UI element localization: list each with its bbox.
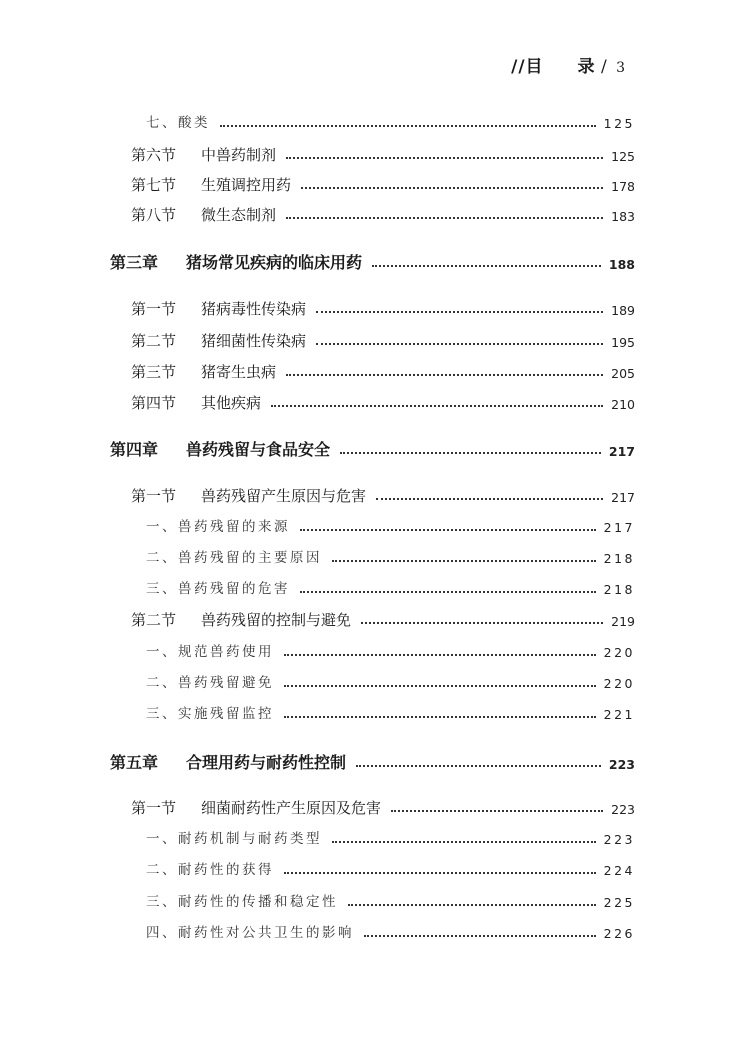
leader-dots (316, 311, 603, 313)
toc-chapter-title: 兽药残留与食品安全 (186, 440, 331, 459)
leader-dots (284, 872, 596, 874)
toc-section-title: 其他疾病 (201, 394, 262, 412)
toc-item[interactable] (146, 896, 635, 910)
toc-item-number: 二、 (146, 675, 178, 691)
toc-item-number: 一、 (146, 644, 178, 660)
toc-section-number: 第六节 (131, 146, 177, 164)
toc-page-number: 210 (611, 396, 635, 412)
toc-page-number: 225 (603, 895, 635, 910)
running-header (511, 52, 625, 77)
leader-dots (286, 217, 603, 219)
toc-section[interactable] (131, 613, 635, 628)
toc-section-title: 微生态制剂 (201, 206, 277, 224)
toc-chapter-number: 第四章 (110, 440, 159, 459)
toc-page-number: 125 (611, 148, 635, 164)
toc-item-title: 耐药性的传播和稳定性 (178, 894, 338, 910)
toc-chapter-number: 第三章 (110, 253, 159, 272)
toc-page-number: 223 (608, 756, 635, 772)
toc-page-number: 183 (611, 208, 635, 224)
toc-page-number: 218 (603, 551, 635, 566)
toc-section-number: 第八节 (131, 206, 177, 224)
toc-section-number: 第二节 (131, 611, 177, 629)
header-label-left: //目 (511, 57, 544, 77)
toc-item-number: 二、 (146, 862, 178, 878)
toc-item-number: 三、 (146, 706, 178, 722)
toc-page-number: 219 (611, 613, 635, 629)
toc-page-number: 205 (611, 365, 635, 381)
toc-page-number: 217 (608, 443, 635, 459)
toc-section-title: 生殖调控用药 (201, 176, 292, 194)
toc-page-number: 195 (611, 334, 635, 350)
toc-item-number: 七、 (146, 115, 178, 131)
toc-page-number: 125 (603, 116, 635, 131)
toc-page-number: 218 (603, 582, 635, 597)
toc-section[interactable] (131, 489, 635, 504)
toc-chapter-title: 猪场常见疾病的临床用药 (186, 253, 363, 272)
toc-item-number: 三、 (146, 894, 178, 910)
leader-dots (376, 498, 603, 500)
toc-page-number: 221 (603, 707, 635, 722)
toc-item-number: 四、 (146, 925, 178, 941)
toc-item-title: 耐药性的获得 (178, 862, 274, 878)
toc-section[interactable] (131, 302, 635, 317)
leader-dots (316, 343, 603, 345)
toc-section-title: 细菌耐药性产生原因及危害 (201, 799, 382, 817)
leader-dots (284, 716, 596, 718)
toc-item-title: 兽药残留的危害 (178, 581, 290, 597)
toc-page-number: 226 (603, 926, 635, 941)
header-label-right: 录 (577, 57, 596, 77)
toc-section-title: 猪寄生虫病 (201, 363, 277, 381)
toc-item-title: 耐药性对公共卫生的影响 (178, 925, 354, 941)
toc-section-title: 中兽药制剂 (201, 146, 277, 164)
leader-dots (356, 765, 601, 767)
toc-page-number: 223 (611, 801, 635, 817)
toc-section-number: 第二节 (131, 332, 177, 350)
leader-dots (301, 187, 603, 189)
toc-section-title: 猪细菌性传染病 (201, 332, 307, 350)
toc-item[interactable] (146, 521, 635, 535)
leader-dots (364, 935, 596, 937)
toc-section-title: 猪病毒性传染病 (201, 300, 307, 318)
leader-dots (220, 125, 596, 127)
leader-dots (286, 374, 603, 376)
leader-dots (361, 622, 603, 624)
toc-item[interactable] (146, 583, 635, 597)
toc-chapter[interactable] (110, 442, 635, 458)
leader-dots (284, 654, 596, 656)
toc-section[interactable] (131, 334, 635, 349)
toc-section[interactable] (131, 801, 635, 816)
toc-page-number: 223 (603, 832, 635, 847)
leader-dots (300, 529, 596, 531)
toc-section[interactable] (131, 365, 635, 380)
leader-dots (300, 591, 596, 593)
toc-section-number: 第一节 (131, 300, 177, 318)
toc-chapter-number: 第五章 (110, 753, 159, 772)
leader-dots (286, 157, 603, 159)
toc-section-number: 第三节 (131, 363, 177, 381)
toc-section-title: 兽药残留的控制与避免 (201, 611, 352, 629)
toc-page-number: 188 (608, 256, 635, 272)
toc-section-number: 第四节 (131, 394, 177, 412)
toc-section[interactable] (131, 148, 635, 163)
toc-item[interactable] (146, 646, 635, 660)
toc-item-title: 兽药残留的主要原因 (178, 550, 322, 566)
toc-item-number: 二、 (146, 550, 178, 566)
leader-dots (340, 452, 601, 454)
toc-page-number: 220 (603, 676, 635, 691)
toc-section[interactable] (131, 178, 635, 193)
leader-dots (372, 265, 601, 267)
toc-section-number: 第七节 (131, 176, 177, 194)
toc-chapter[interactable] (110, 255, 635, 271)
toc-page-number: 217 (611, 489, 635, 505)
toc-page-number: 224 (603, 863, 635, 878)
toc-section-number: 第一节 (131, 487, 177, 505)
toc-item-number: 一、 (146, 831, 178, 847)
leader-dots (348, 904, 596, 906)
toc-section-number: 第一节 (131, 799, 177, 817)
toc-item-number: 一、 (146, 519, 178, 535)
toc-item-title: 耐药机制与耐药类型 (178, 831, 322, 847)
toc-item-title: 兽药残留避免 (178, 675, 274, 691)
toc-section-title: 兽药残留产生原因与危害 (201, 487, 367, 505)
leader-dots (332, 841, 596, 843)
toc-item-title: 实施残留监控 (178, 706, 274, 722)
toc-page-number: 178 (611, 178, 635, 194)
toc-item-title: 兽药残留的来源 (178, 519, 290, 535)
toc-item-title: 规范兽药使用 (178, 644, 274, 660)
toc-item-title: 酸类 (178, 115, 210, 131)
toc-item[interactable] (146, 552, 635, 566)
toc-item[interactable] (146, 927, 635, 941)
leader-dots (332, 560, 596, 562)
toc-item[interactable] (146, 833, 635, 847)
toc-item[interactable] (146, 864, 635, 878)
toc-section[interactable] (131, 208, 635, 223)
toc-item[interactable] (146, 117, 635, 131)
toc-chapter[interactable] (110, 755, 635, 771)
toc-item[interactable] (146, 708, 635, 722)
toc-page-number: 220 (603, 645, 635, 660)
toc-page-number: 217 (603, 520, 635, 535)
toc-page-number: 189 (611, 302, 635, 318)
toc-section[interactable] (131, 396, 635, 411)
header-page-number: 3 (616, 60, 625, 76)
toc-chapter-title: 合理用药与耐药性控制 (186, 753, 347, 772)
toc-item[interactable] (146, 677, 635, 691)
toc-item-number: 三、 (146, 581, 178, 597)
leader-dots (391, 810, 603, 812)
header-separator: / (600, 57, 607, 77)
leader-dots (284, 685, 596, 687)
leader-dots (271, 405, 603, 407)
